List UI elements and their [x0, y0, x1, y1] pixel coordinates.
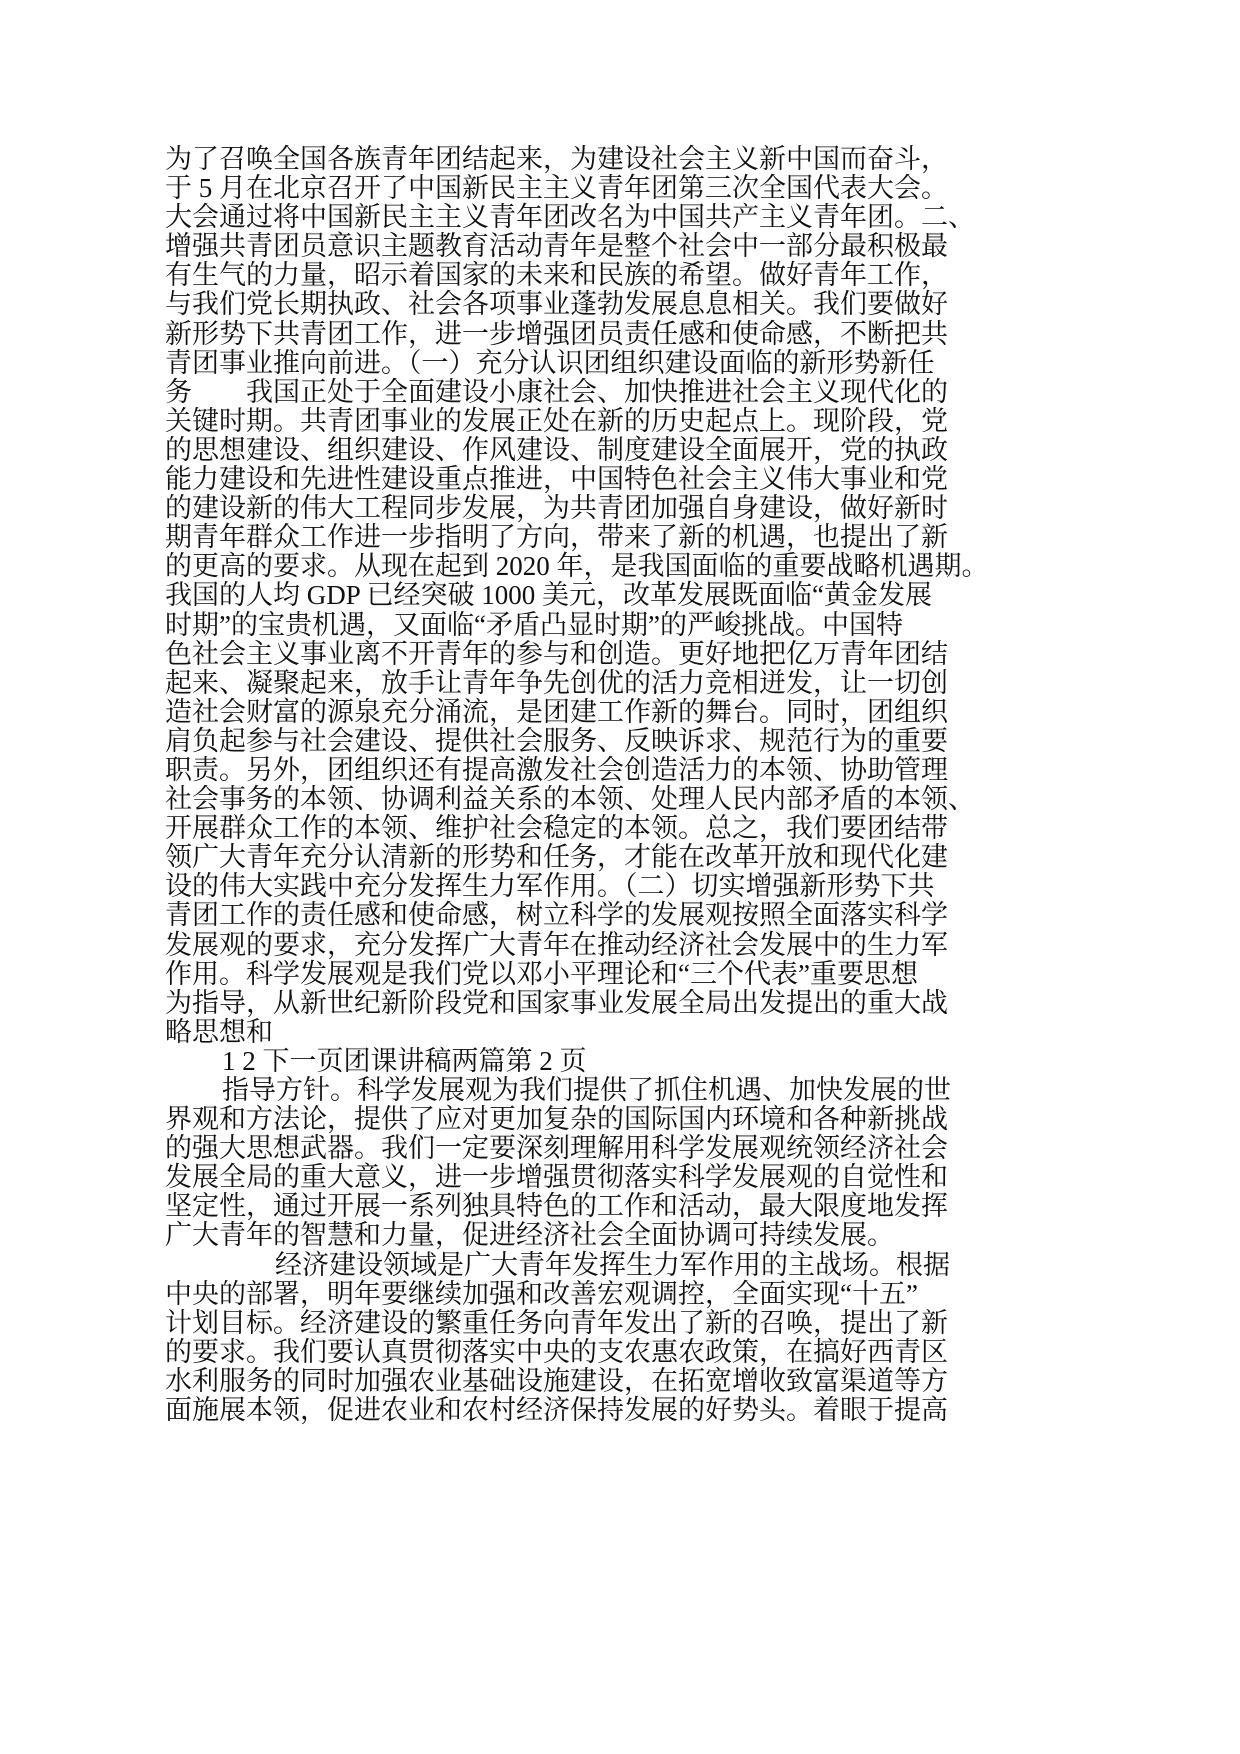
- page-navigation: [165, 1047, 1065, 1076]
- text-line: 新形势下共青团工作，进一步增强团员责任感和使命感，不断把共: [165, 318, 948, 349]
- text-line: 大会通过将中国新民主主义青年团改名为中国共产主义青年团。二、: [165, 202, 975, 233]
- text-line: 能力建设和先进性建设重点推进，中国特色社会主义伟大事业和党: [165, 464, 948, 495]
- page-link-2: 2: [242, 1045, 256, 1076]
- text-line: 中央的部署，明年要继续加强和改善宏观调控，全面实现“十五”: [165, 1278, 918, 1309]
- text-line: 为指导，从新世纪新阶段党和国家事业发展全局出发提出的重大战: [165, 987, 948, 1018]
- text-line: 的要求。我们要认真贯彻落实中央的支农惠农政策，在搞好西青区: [165, 1336, 948, 1367]
- text-line: 起来、凝聚起来，放手让青年争先创优的活力竞相迸发，让一切创: [165, 667, 948, 698]
- text-line: 青团工作的责任感和使命感，树立科学的发展观按照全面落实科学: [165, 900, 948, 931]
- text-line: 青团事业推向前进。（一）充分认识团组织建设面临的新形势新任: [165, 347, 935, 378]
- page-caption: 团课讲稿两篇第 2 页: [343, 1045, 587, 1076]
- next-page-link: 下一页: [262, 1045, 344, 1076]
- text-line: 社会事务的本领、协调利益关系的本领、处理人民内部矛盾的本领、: [165, 784, 975, 815]
- text-line: 作用。科学发展观是我们党以邓小平理论和“三个代表”重要思想: [165, 958, 918, 989]
- text-line: 的强大思想武器。我们一定要深刻理解用科学发展观统领经济社会: [165, 1133, 948, 1164]
- text-line: 与我们党长期执政、社会各项事业蓬勃发展息息相关。我们要做好: [165, 289, 948, 320]
- document-body: [165, 145, 1065, 1425]
- text-line: 发展全局的重大意义，进一步增强贯彻落实科学发展观的自觉性和: [165, 1162, 948, 1193]
- text-line: 指导方针。科学发展观为我们提供了抓住机遇、加快发展的世: [222, 1075, 951, 1105]
- text-line: 略思想和: [165, 1016, 273, 1047]
- text-line: 开展群众工作的本领、维护社会稳定的本领。总之，我们要团结带: [165, 813, 948, 844]
- text-line: 关键时期。共青团事业的发展正处在新的历史起点上。现阶段，党: [165, 405, 948, 436]
- text-line: 坚定性，通过开展一系列独具特色的工作和活动，最大限度地发挥: [165, 1191, 948, 1222]
- text-line: 面施展本领，促进农业和农村经济保持发展的好势头。着眼于提高: [165, 1395, 948, 1426]
- text-line: 经济建设领域是广大青年发挥生力军作用的主战场。根据: [275, 1249, 950, 1280]
- text-line: 造社会财富的源泉充分涌流，是团建工作新的舞台。同时，团组织: [165, 696, 948, 727]
- text-line: 有生气的力量，昭示着国家的未来和民族的希望。做好青年工作，: [165, 260, 948, 291]
- text-line: 职责。另外，团组织还有提高激发社会创造活力的本领、协助管理: [165, 754, 948, 785]
- text-line: 我国的人均 GDP 已经突破 1000 美元，改革发展既面临“黄金发展: [165, 580, 932, 611]
- page-link-1: 1: [222, 1045, 236, 1076]
- text-line: 于 5 月在北京召开了中国新民主主义青年团第三次全国代表大会。: [165, 173, 948, 204]
- text-line: 务 我国正处于全面建设小康社会、加快推进社会主义现代化的: [165, 376, 948, 407]
- text-line: 期青年群众工作进一步指明了方向，带来了新的机遇，也提出了新: [165, 522, 948, 553]
- text-line: 时期”的宝贵机遇，又面临“矛盾凸显时期”的严峻挑战。中国特: [165, 609, 903, 640]
- text-line: 计划目标。经济建设的繁重任务向青年发出了新的召唤，提出了新: [165, 1307, 948, 1338]
- text-line: 的思想建设、组织建设、作风建设、制度建设全面展开，党的执政: [165, 434, 948, 465]
- text-line: 增强共青团员意识主题教育活动青年是整个社会中一部分最积极最: [165, 231, 948, 262]
- text-line: 肩负起参与社会建设、提供社会服务、反映诉求、规范行为的重要: [165, 725, 948, 756]
- text-line: 水利服务的同时加强农业基础设施建设，在拓宽增收致富渠道等方: [165, 1365, 948, 1396]
- text-line: 的更高的要求。从现在起到 2020 年，是我国面临的重要战略机遇期。: [165, 551, 989, 582]
- text-line: 的建设新的伟大工程同步发展，为共青团加强自身建设，做好新时: [165, 493, 948, 524]
- text-line: 领广大青年充分认清新的形势和任务，才能在改革开放和现代化建: [165, 842, 948, 873]
- text-line: 发展观的要求，充分发挥广大青年在推动经济社会发展中的生力军: [165, 929, 948, 960]
- text-line: 广大青年的智慧和力量，促进经济社会全面协调可持续发展。: [165, 1220, 894, 1251]
- text-line: 色社会主义事业离不开青年的参与和创造。更好地把亿万青年团结: [165, 638, 948, 669]
- text-line: 设的伟大实践中充分发挥生力军作用。（二）切实增强新形势下共: [165, 871, 935, 902]
- text-line: 为了召唤全国各族青年团结起来，为建设社会主义新中国而奋斗，: [165, 144, 948, 174]
- text-line: 界观和方法论，提供了应对更加复杂的国际国内环境和各种新挑战: [165, 1104, 948, 1135]
